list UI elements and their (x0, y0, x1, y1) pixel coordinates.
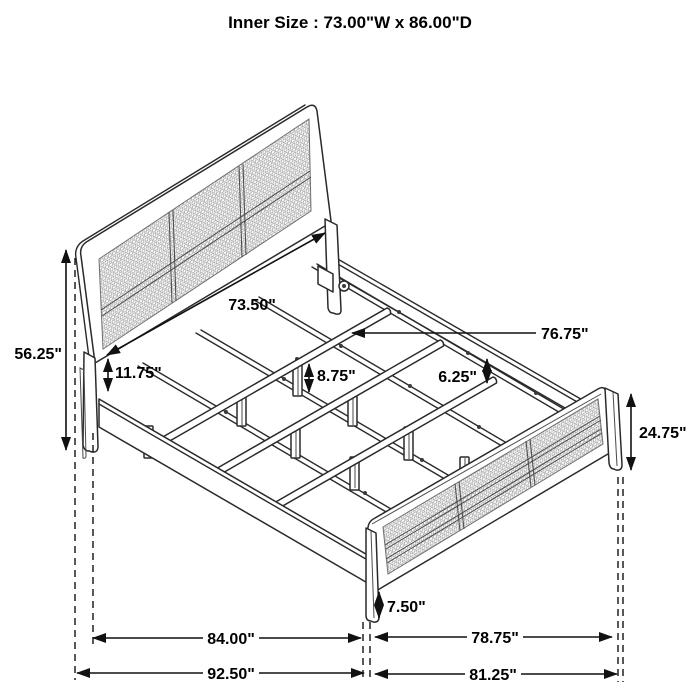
dim-label: 73.50" (228, 297, 276, 314)
headboard (76, 105, 349, 458)
footboard-left-post (366, 528, 379, 622)
dim-headboard-height (14, 250, 66, 450)
dim-overall-length-left (77, 666, 364, 683)
dim-label: 24.75" (639, 425, 687, 442)
dim-label: 78.75" (471, 630, 519, 647)
page-title: Inner Size : 73.00"W x 86.00"D (228, 13, 472, 32)
headboard-right-leg (325, 219, 341, 314)
dim-label: 81.25" (469, 667, 517, 684)
dim-label: 7.50" (387, 599, 426, 616)
dim-overall-length-right (375, 667, 617, 684)
headboard-left-leg (80, 352, 98, 458)
dim-frame-inner-length (93, 631, 361, 648)
dim-footboard-leg-height (379, 592, 426, 618)
dim-footboard-side-length (375, 630, 612, 647)
dim-label: 92.50" (207, 666, 255, 683)
dim-label: 56.25" (14, 346, 62, 363)
dim-label: 76.75" (541, 326, 589, 343)
dim-slat-leg-height (309, 364, 356, 392)
dim-headboard-to-rail-gap (108, 359, 162, 391)
footboard (366, 388, 622, 622)
dim-label: 6.25" (438, 369, 477, 386)
dim-label: 8.75" (317, 368, 356, 385)
dim-label: 84.00" (207, 631, 255, 648)
footboard-right-post (605, 388, 622, 470)
bed-drawing (76, 105, 622, 622)
dim-rail-to-slat-gap (438, 359, 487, 386)
dim-footboard-height (631, 394, 687, 470)
dim-label: 11.75" (115, 365, 162, 382)
near-side-rail (99, 399, 371, 585)
